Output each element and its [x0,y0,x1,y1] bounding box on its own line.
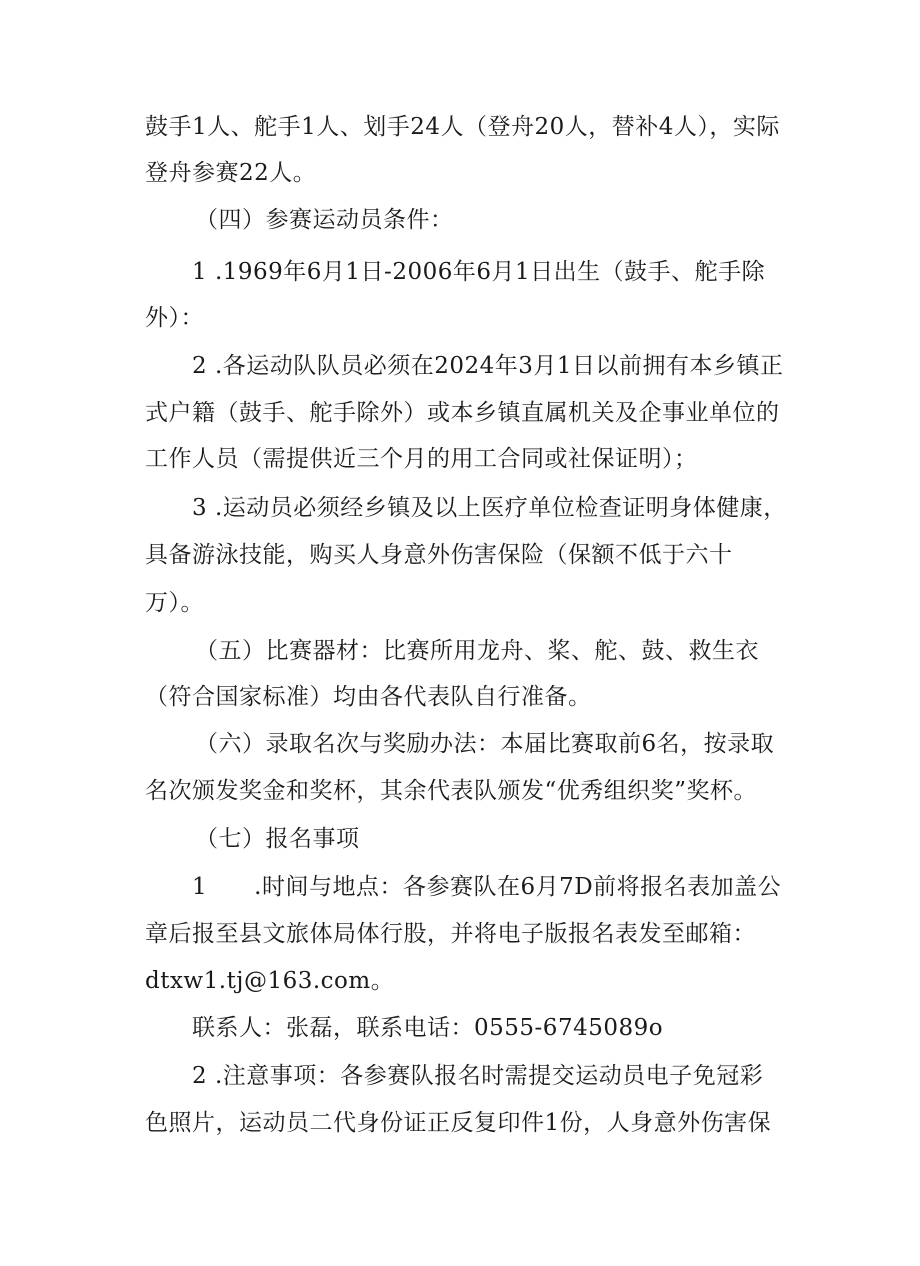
contact-line: 联系人：张磊，联系电话：0555-6745089o [192,1015,664,1041]
email-line: dtxw1.tj@163.com。 [145,968,395,994]
text-line: 鼓手1人、舵手1人、划手24人（登舟20人，替补4人），实际 [145,114,780,140]
section-heading-4: （四）参赛运动员条件： [195,207,454,233]
text-line: 章后报至县文旅体局体行股，并将电子版报名表发至邮箱： [145,921,756,947]
text-line: 式户籍（鼓手、舵手除外）或本乡镇直属机关及企事业单位的 [145,400,780,426]
section-heading-6: （六）录取名次与奖励办法：本届比赛取前6名，按录取 [195,731,775,757]
text-line: 工作人员（需提供近三个月的用工合同或社保证明）； [145,446,698,472]
text-line: 3 .运动员必须经乡镇及以上医疗单位检查证明身体健康， [192,495,787,521]
text-line: 名次颁发奖金和奖杯，其余代表队颁发“优秀组织奖”奖杯。 [145,778,758,804]
section-heading-5: （五）比赛器材：比赛所用龙舟、桨、舵、鼓、救生衣 [195,638,759,664]
text-line: 具备游泳技能，购买人身意外伤害保险（保额不低于六十 [145,542,733,568]
section-heading-7: （七）报名事项 [195,826,360,852]
text-line: 外）： [145,305,204,331]
text-line: 2 .注意事项：各参赛队报名时需提交运动员电子免冠彩 [192,1063,764,1089]
text-line: 登舟参赛22人。 [145,160,317,186]
text-line: 色照片，运动员二代身份证正反复印件1份，人身意外伤害保 [145,1110,772,1136]
text-line: 万）。 [145,590,204,616]
text-line: 1 .时间与地点：各参赛队在6月7D前将报名表加盖公 [192,874,782,900]
text-line: 1 .1969年6月1日-2006年6月1日出生（鼓手、舵手除 [192,259,766,285]
text-line: （符合国家标准）均由各代表队自行准备。 [145,684,592,710]
text-line: 2 .各运动队队员必须在2024年3月1日以前拥有本乡镇正 [192,353,784,379]
